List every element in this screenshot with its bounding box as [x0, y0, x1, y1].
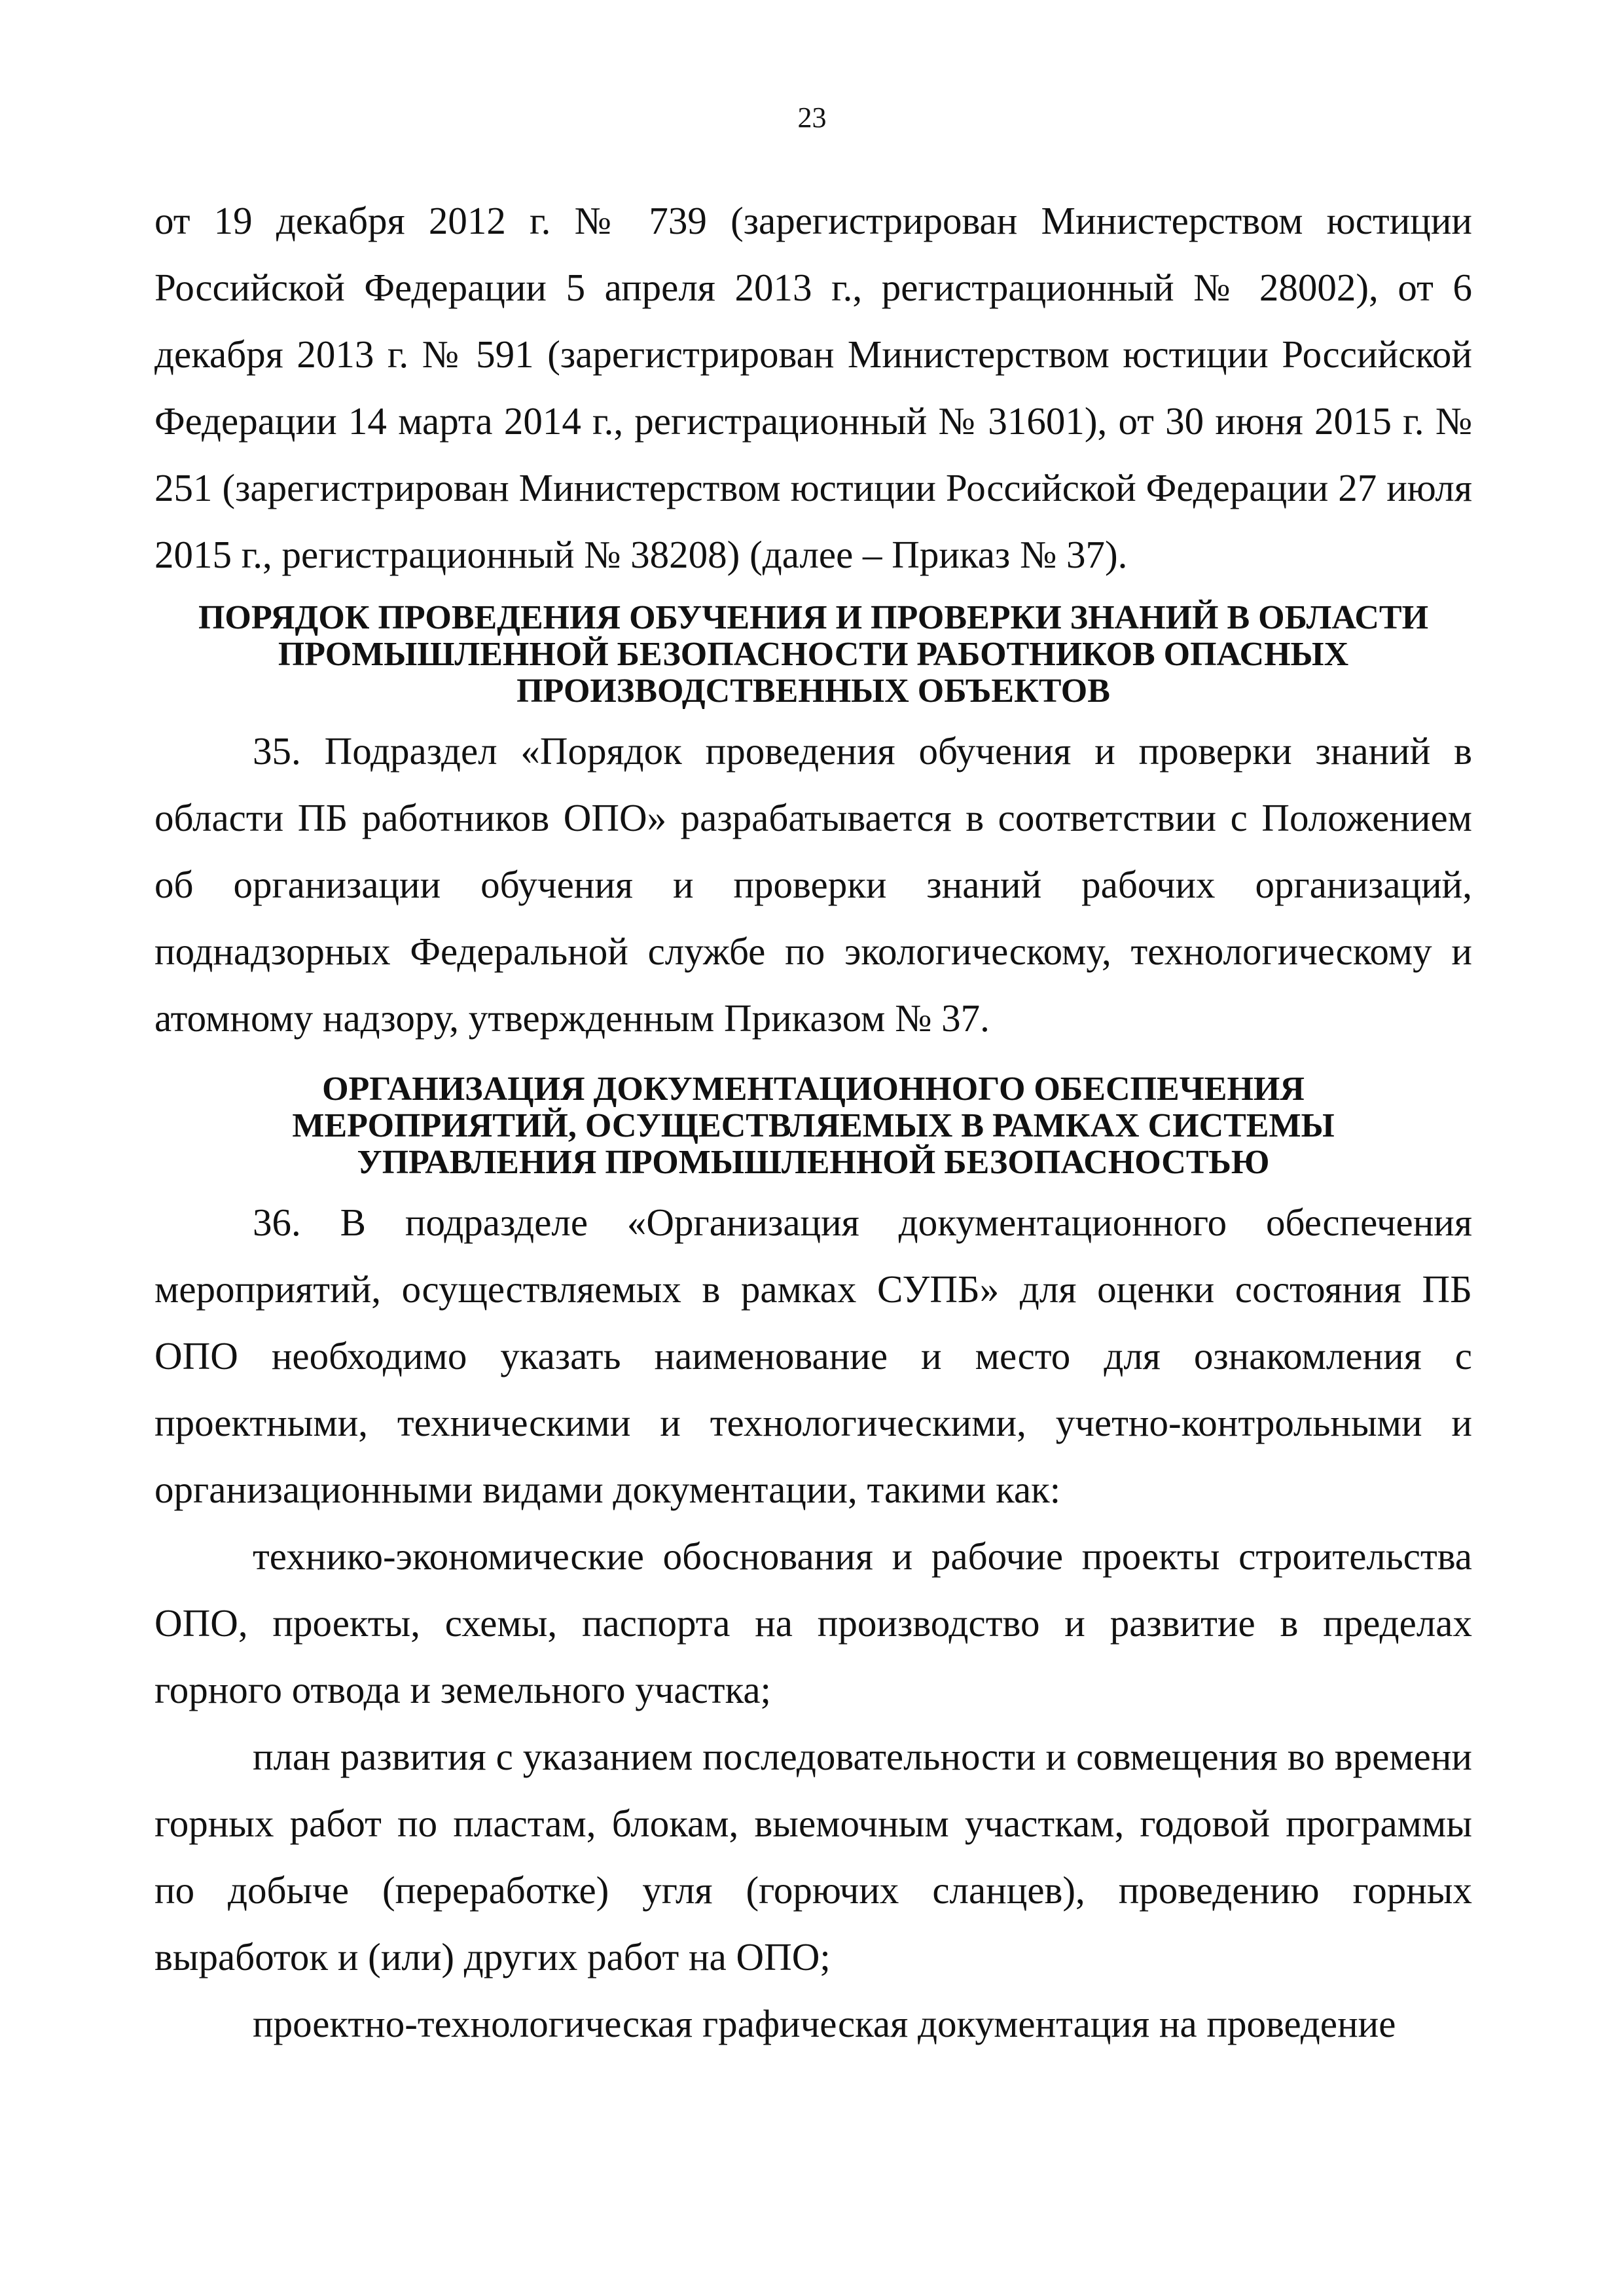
list-item-design-documentation: проектно-технологическая графическая документация на проведение	[253, 2002, 1396, 2045]
paragraph-36: 36. В подразделе «Организация документационного обеспечения мероприятий, осуществляемых в рамках СУПБ» для оценки состояния ПБ ОПО необходимо указать наименование и место для ознакомления с проектными, техническими и технологическими, учетно-контрольными и организационными видами документации, такими как:	[154, 1201, 1472, 1511]
paragraph-35: 35. Подраздел «Порядок проведения обучения и проверки знаний в области ПБ работников ОПО» разрабатывается в соответствии с Положением об организации обучения и проверки знаний рабочих организаций, поднадзорных Федеральной службе по экологическому, технологическому и атомному надзору, утвержденным Приказом № 37.	[154, 729, 1472, 1040]
list-item-development-plan: план развития с указанием последовательности и совмещения во времени горных работ по пластам, блокам, выемочным участкам, годовой программы по добыче (переработке) угля (горючих сланцев), проведению горных выработок и (или) других работ на ОПО;	[154, 1735, 1472, 1978]
paragraph-continuation: от 19 декабря 2012 г. № 739 (зарегистрирован Министерством юстиции Российской Федерации 5 апреля 2013 г., регистрационный № 28002), от 6 декабря 2013 г. № 591 (зарегистрирован Министерством юстиции Российской Федерации 14 марта 2014 г., регистрационный № 31601), от 30 июня 2015 г. № 251 (зарегистрирован Министерством юстиции Российской Федерации 27 июля 2015 г., регистрационный № 38208) (далее – Приказ № 37).	[154, 199, 1472, 576]
section-heading-documentation: ОРГАНИЗАЦИЯ ДОКУМЕНТАЦИОННОГО ОБЕСПЕЧЕНИЯ МЕРОПРИЯТИЙ, ОСУЩЕСТВЛЯЕМЫХ В РАМКАХ СИСТЕМЫ УПРАВЛЕНИЯ ПРОМЫШЛЕННОЙ БЕЗОПАСНОСТЬЮ	[292, 1070, 1335, 1181]
page-content	[154, 187, 1472, 2057]
section-heading-training: ПОРЯДОК ПРОВЕДЕНИЯ ОБУЧЕНИЯ И ПРОВЕРКИ ЗНАНИЙ В ОБЛАСТИ ПРОМЫШЛЕННОЙ БЕЗОПАСНОСТИ РАБОТНИКОВ ОПАСНЫХ ПРОИЗВОДСТВЕННЫХ ОБЪЕКТОВ	[198, 599, 1429, 710]
list-item-feasibility-studies: технико-экономические обоснования и рабочие проекты строительства ОПО, проекты, схемы, паспорта на производство и развитие в пределах горного отвода и земельного участка;	[154, 1535, 1472, 1711]
page-number: 23	[797, 101, 827, 134]
